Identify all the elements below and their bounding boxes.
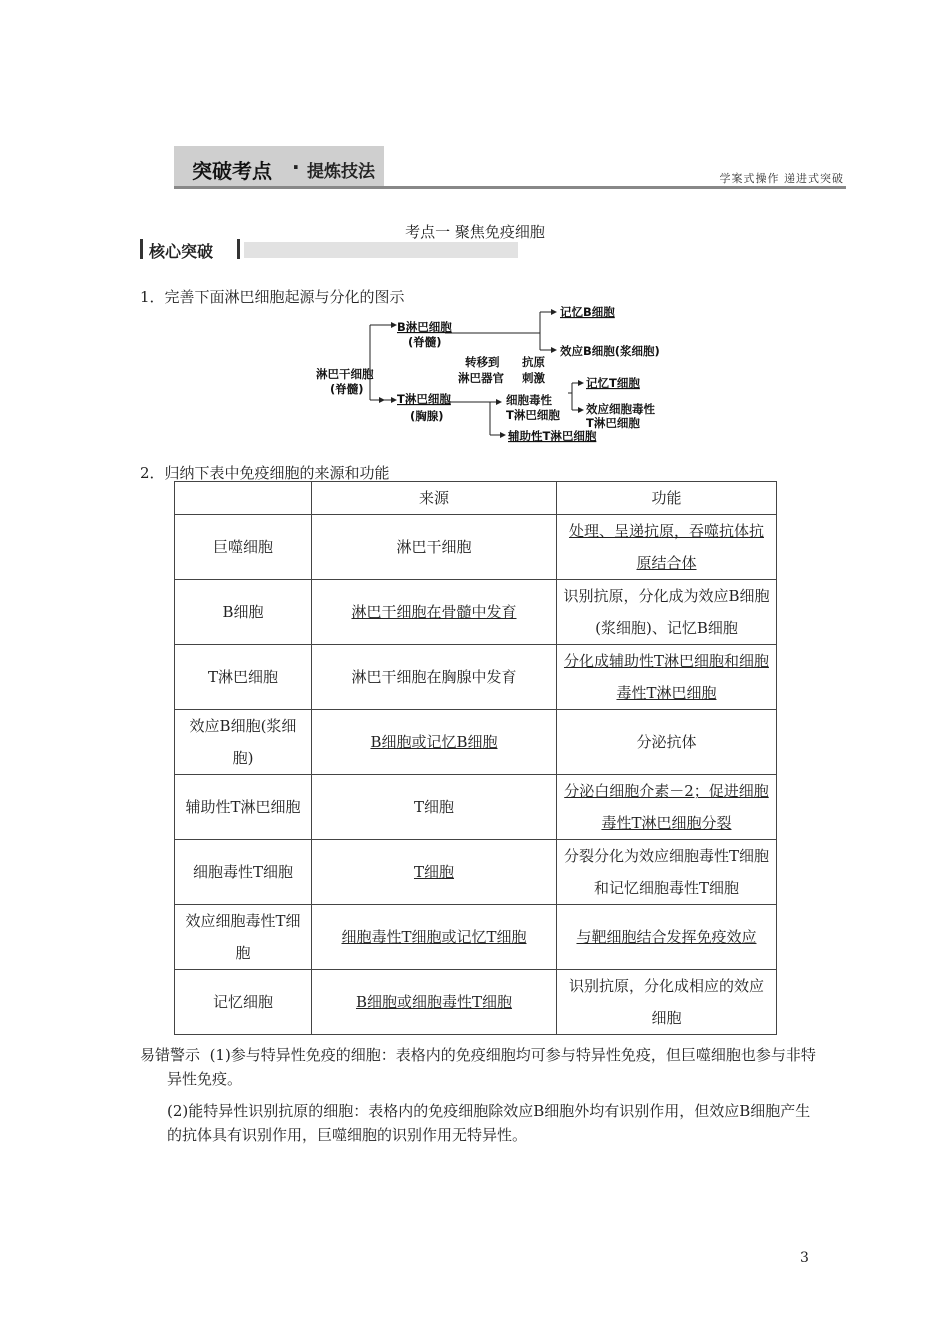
diagram-stem-sub: (脊髓) xyxy=(330,382,364,396)
cell-name: 记忆细胞 xyxy=(175,970,312,1035)
cell-name: T淋巴细胞 xyxy=(175,645,312,710)
core-section-label xyxy=(140,238,518,260)
cell-source: 细胞毒性T细胞或记忆T细胞 xyxy=(312,905,557,970)
table-header-row xyxy=(175,482,777,515)
cell-function: 识别抗原，分化成相应的效应细胞 xyxy=(557,970,777,1035)
lymphocyte-diagram xyxy=(300,300,680,452)
label-bar-left xyxy=(140,239,143,259)
diagram-memory-b: 记忆B细胞 xyxy=(560,305,615,319)
table-header-cell: 来源 xyxy=(312,482,557,515)
diagram-transfer-1: 转移到 xyxy=(465,355,500,369)
cell-function: 识别抗原，分化成为效应B细胞(浆细胞)、记忆B细胞 xyxy=(557,580,777,645)
warning-paragraph-1 xyxy=(140,1043,820,1091)
cell-function: 分泌抗体 xyxy=(557,710,777,775)
diagram-antigen-1: 抗原 xyxy=(522,355,545,369)
topic-title: 考点一 聚焦免疫细胞 xyxy=(405,223,545,241)
cell-source: 淋巴干细胞 xyxy=(312,515,557,580)
warning-block xyxy=(140,1043,820,1147)
table-row xyxy=(175,840,777,905)
cell-source: 淋巴干细胞在胸腺中发育 xyxy=(312,645,557,710)
table-row xyxy=(175,905,777,970)
table-header-cell: 功能 xyxy=(557,482,777,515)
cell-source: B细胞或记忆B细胞 xyxy=(312,710,557,775)
cell-source: B细胞或细胞毒性T细胞 xyxy=(312,970,557,1035)
table-row xyxy=(175,970,777,1035)
warning-label: 易错警示 xyxy=(140,1046,201,1064)
diagram-cytotoxic-2: T淋巴细胞 xyxy=(506,408,560,422)
section-banner xyxy=(174,146,846,190)
diagram-memory-t: 记忆T细胞 xyxy=(586,376,640,390)
table-row xyxy=(175,710,777,775)
banner-title: 突破考点 xyxy=(192,159,272,183)
question-1: 1．完善下面淋巴细胞起源与分化的图示 xyxy=(140,288,405,306)
diagram-b-cell: B淋巴细胞 xyxy=(397,320,452,334)
label-shade xyxy=(244,242,518,258)
diagram-effector-t-1: 效应细胞毒性 xyxy=(586,402,655,416)
cell-name: 细胞毒性T细胞 xyxy=(175,840,312,905)
banner-separator: · xyxy=(292,155,300,179)
diagram-effector-t-2: T淋巴细胞 xyxy=(586,416,640,430)
cell-name: 效应细胞毒性T细胞 xyxy=(175,905,312,970)
core-label-text: 核心突破 xyxy=(149,242,214,261)
diagram-effector-b: 效应B细胞(浆细胞) xyxy=(560,344,660,358)
diagram-t-cell: T淋巴细胞 xyxy=(397,392,451,406)
cell-function: 处理、呈递抗原，吞噬抗体抗原结合体 xyxy=(557,515,777,580)
table-row xyxy=(175,645,777,710)
diagram-cytotoxic-1: 细胞毒性 xyxy=(506,393,552,407)
banner-subtitle: 提炼技法 xyxy=(307,162,375,182)
cell-source: T细胞 xyxy=(312,840,557,905)
table-row xyxy=(175,515,777,580)
cell-name: B细胞 xyxy=(175,580,312,645)
cell-source: T细胞 xyxy=(312,775,557,840)
immune-cell-table xyxy=(174,481,777,1035)
cell-function: 分化成辅助性T淋巴细胞和细胞毒性T淋巴细胞 xyxy=(557,645,777,710)
cell-function: 与靶细胞结合发挥免疫效应 xyxy=(557,905,777,970)
diagram-t-sub: (胸腺) xyxy=(410,409,444,423)
diagram-b-sub: (脊髓) xyxy=(408,335,442,349)
page-number: 3 xyxy=(800,1250,809,1266)
label-bar-right xyxy=(237,239,240,259)
diagram-helper-t: 辅助性T淋巴细胞 xyxy=(508,429,597,443)
cell-source: 淋巴干细胞在骨髓中发育 xyxy=(312,580,557,645)
diagram-stem: 淋巴干细胞 xyxy=(316,367,374,381)
banner-slogan: 学案式操作 递进式突破 xyxy=(719,172,844,185)
diagram-antigen-2: 刺激 xyxy=(522,371,545,385)
cell-name: 辅助性T淋巴细胞 xyxy=(175,775,312,840)
banner-rule xyxy=(174,186,846,189)
cell-name: 巨噬细胞 xyxy=(175,515,312,580)
cell-function: 分泌白细胞介素－2；促进细胞毒性T淋巴细胞分裂 xyxy=(557,775,777,840)
question-2: 2．归纳下表中免疫细胞的来源和功能 xyxy=(140,464,390,482)
cell-function: 分裂分化为效应细胞毒性T细胞和记忆细胞毒性T细胞 xyxy=(557,840,777,905)
diagram-transfer-2: 淋巴器官 xyxy=(458,371,504,385)
table-row xyxy=(175,580,777,645)
warning-paragraph-2: (2)能特异性识别抗原的细胞：表格内的免疫细胞除效应B细胞外均有识别作用，但效应B细胞产生的抗体具有识别作用，巨噬细胞的识别作用无特异性。 xyxy=(167,1102,811,1144)
warning-text-1: (1)参与特异性免疫的细胞：表格内的免疫细胞均可参与特异性免疫，但巨噬细胞也参与非特异性免疫。 xyxy=(167,1046,816,1088)
table-row xyxy=(175,775,777,840)
cell-name: 效应B细胞(浆细胞) xyxy=(175,710,312,775)
table-header-cell xyxy=(175,482,312,515)
